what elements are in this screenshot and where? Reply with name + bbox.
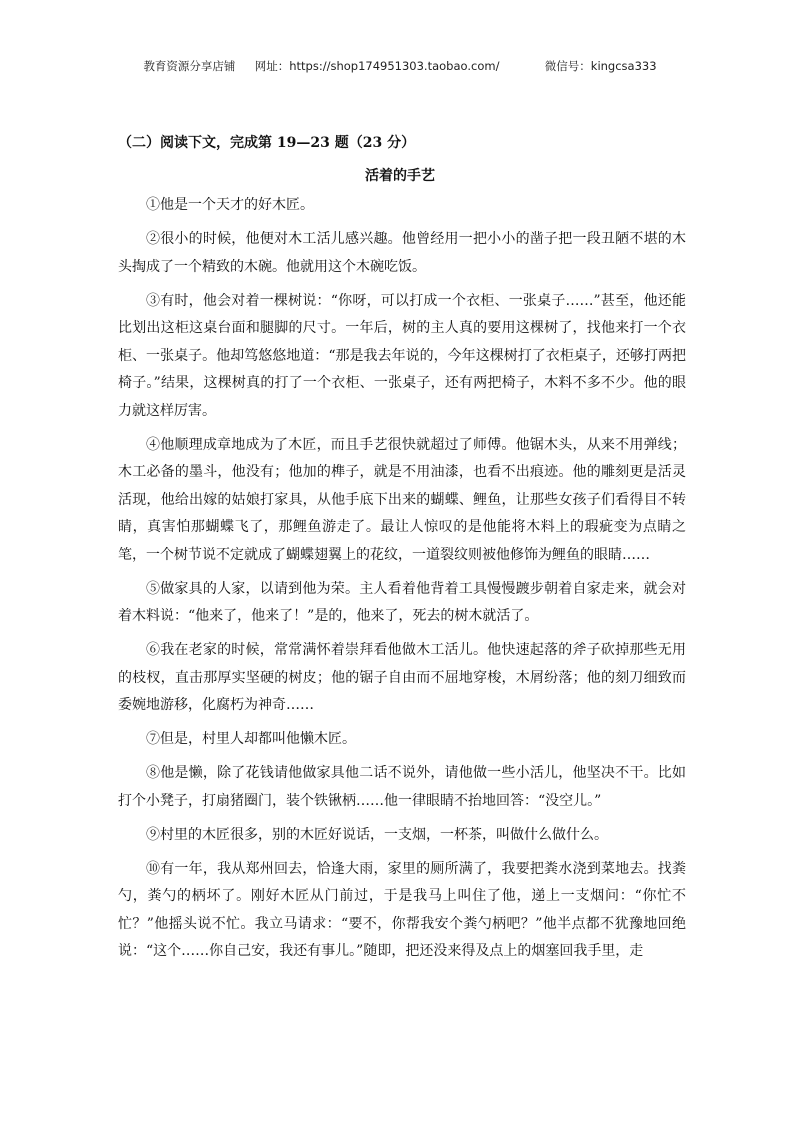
paragraph-8: ⑧他是懒，除了花钱请他做家具他二话不说外，请他做一些小活儿，他坚决不干。比如打个小凳子，打扇猪圈门，装个铁锹柄……他一律眼睛不抬地回答：“没空儿。” [118, 765, 686, 809]
paragraph-2: ②很小的时候，他便对木工活儿感兴趣。他曾经用一把小小的凿子把一段丑陋不堪的木头掏成了一个精致的木碗。他就用这个木碗吃饭。 [118, 231, 686, 275]
paragraph-7: ⑦但是，村里人却都叫他懒木匠。 [146, 731, 356, 747]
paragraph-3: ③有时，他会对着一棵树说：“你呀，可以打成一个衣柜、一张桌子……”甚至，他还能比划出这柜这桌台面和腿脚的尺寸。一年后，树的主人真的要用这棵树了，找他来打一个衣柜、一张桌子。他却笃悠悠地道：“那是我去年说的，今年这棵树打了衣柜桌子，还够打两把椅子。”结果，这棵树真的打了一个衣柜、一张桌子，还有两把椅子，木料不多不少。他的眼力就这样厉害。 [118, 292, 686, 419]
shop-url-link[interactable]: https://shop174951303.taobao.com/ [289, 59, 500, 73]
page-header [0, 58, 800, 74]
article-body [118, 192, 686, 972]
paragraph-1: ①他是一个天才的好木匠。 [146, 197, 314, 213]
paragraph-4: ④他顺理成章地成为了木匠，而且手艺很快就超过了师傅。他锯木头，从来不用弹线；木工必备的墨斗，他没有；他加的榫子，就是不用油漆，也看不出痕迹。他的雕刻更是活灵活现，他给出嫁的姑娘打家具，从他手底下出来的蝴蝶、鲤鱼，让那些女孩子们看得目不转睛，真害怕那蝴蝶飞了，那鲤鱼游走了。最让人惊叹的是他能将木料上的瑕疵变为点睛之笔，一个树节说不定就成了蝴蝶翅翼上的花纹，一道裂纹则被他修饰为鲤鱼的眼睛…… [118, 436, 686, 563]
article-title: 活着的手艺 [365, 168, 435, 184]
section-title: （二）阅读下文，完成第 19—23 题（23 分） [118, 135, 416, 151]
paragraph-6: ⑥我在老家的时候，常常满怀着崇拜看他做木工活儿。他快速起落的斧子砍掉那些无用的枝杈，直击那厚实坚硬的树皮；他的锯子自由而不屈地穿梭，木屑纷落；他的刻刀细致而委婉地游移，化腐朽为神奇…… [118, 642, 686, 713]
wechat-id: kingcsa333 [590, 59, 657, 73]
shop-name: 教育资源分享店铺 [143, 59, 236, 73]
paragraph-9: ⑨村里的木匠很多，别的木匠好说话，一支烟，一杯茶，叫做什么做什么。 [146, 826, 608, 843]
paragraph-5: ⑤做家具的人家，以请到他为荣。主人看着他背着工具慢慢踱步朝着自家走来，就会对着木料说：“他来了，他来了！”是的，他来了，死去的树木就活了。 [118, 580, 686, 624]
paragraph-10: ⑩有一年，我从郑州回去，恰逢大雨，家里的厕所满了，我要把粪水浇到菜地去。找粪勺，粪勺的柄坏了。刚好木匠从门前过，于是我马上叫住了他，递上一支烟问：“你忙不忙？”他摇头说不忙。我立马请求：“要不，你帮我安个粪勺柄吧？”他半点都不犹豫地回绝说：“这个……你自己安，我还有事儿。”随即，把还没来得及点上的烟塞回我手里，走 [118, 860, 686, 959]
url-label: 网址： [254, 59, 290, 73]
wechat-label: 微信号： [544, 59, 591, 73]
